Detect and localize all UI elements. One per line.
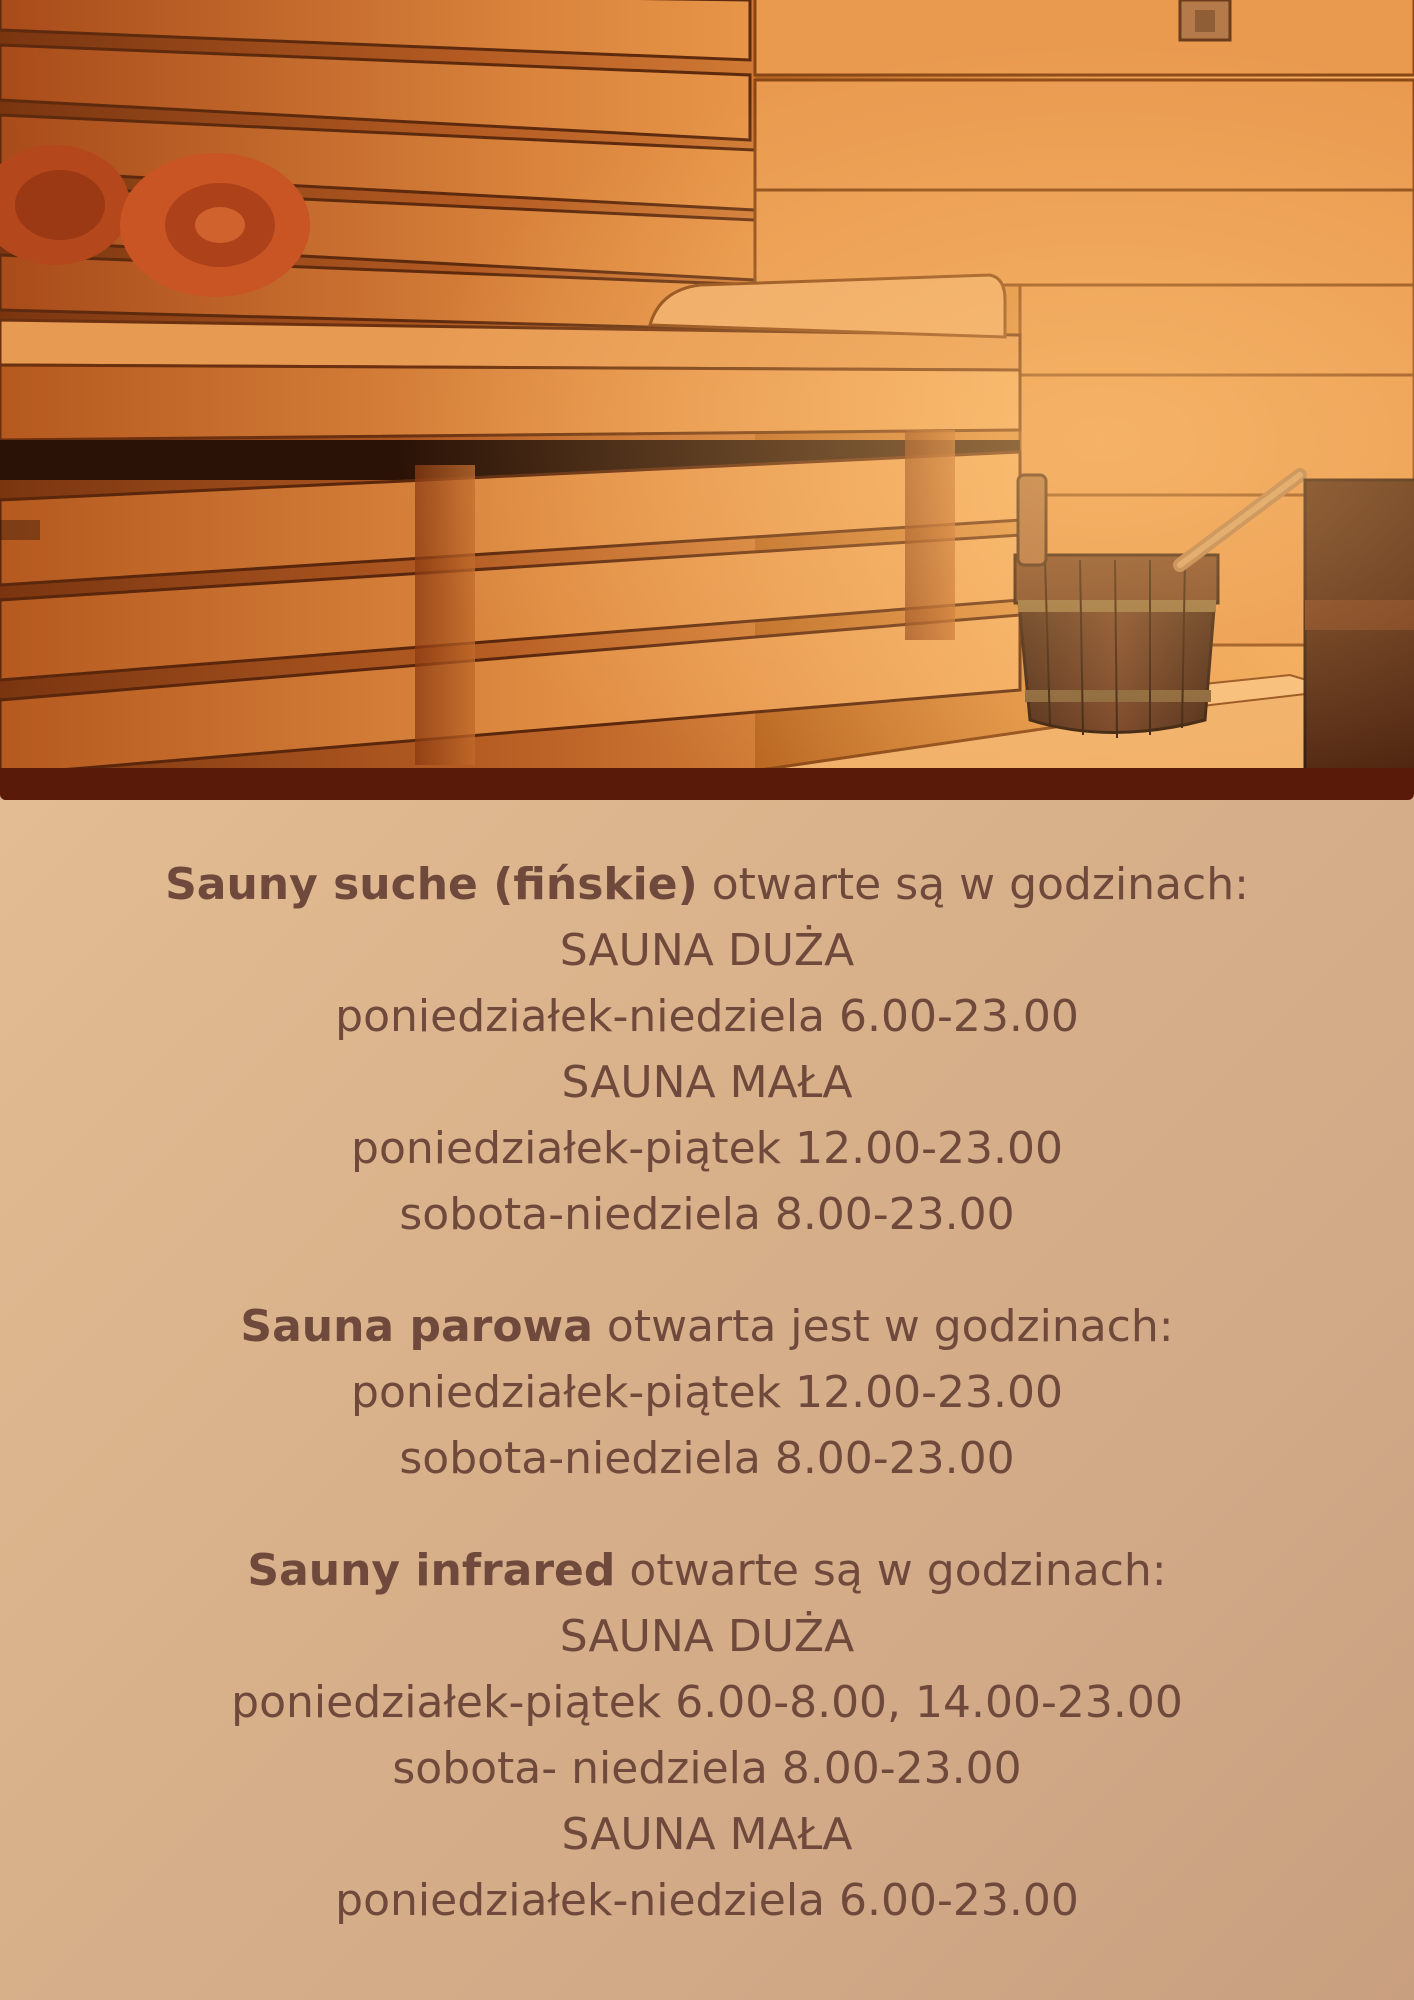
heading-bold: Sauny infrared: [247, 1545, 616, 1596]
schedule-line: poniedziałek-piątek 12.00-23.00: [351, 1123, 1063, 1174]
heading-rest: otwarte są w godzinach:: [697, 859, 1249, 910]
sauna-interior-photo: [0, 0, 1414, 800]
schedule-line: SAUNA DUŻA: [559, 1611, 855, 1662]
opening-hours-text: [0, 852, 1414, 1934]
section-heading: [0, 1294, 1414, 1360]
heading-bold: Sauny suche (fińskie): [165, 859, 698, 910]
heading-bold: Sauna parowa: [240, 1301, 593, 1352]
section-steam-sauna: [0, 1294, 1414, 1492]
opening-hours-panel: [0, 800, 1414, 2000]
schedule-line: SAUNA MAŁA: [561, 1809, 853, 1860]
section-heading: [0, 852, 1414, 918]
schedule-line: poniedziałek-piątek 6.00-8.00, 14.00-23.00: [231, 1677, 1183, 1728]
schedule-line: poniedziałek-piątek 12.00-23.00: [351, 1367, 1063, 1418]
schedule-line: poniedziałek-niedziela 6.00-23.00: [335, 1875, 1079, 1926]
heading-rest: otwarte są w godzinach:: [615, 1545, 1167, 1596]
section-heading: [0, 1538, 1414, 1604]
schedule-line: sobota- niedziela 8.00-23.00: [392, 1743, 1022, 1794]
section-infrared-saunas: [0, 1538, 1414, 1934]
heading-rest: otwarta jest w godzinach:: [592, 1301, 1174, 1352]
section-dry-saunas: [0, 852, 1414, 1248]
schedule-line: SAUNA DUŻA: [559, 925, 855, 976]
schedule-line: poniedziałek-niedziela 6.00-23.00: [335, 991, 1079, 1042]
schedule-line: sobota-niedziela 8.00-23.00: [399, 1433, 1015, 1484]
schedule-line: SAUNA MAŁA: [561, 1057, 853, 1108]
schedule-line: sobota-niedziela 8.00-23.00: [399, 1189, 1015, 1240]
